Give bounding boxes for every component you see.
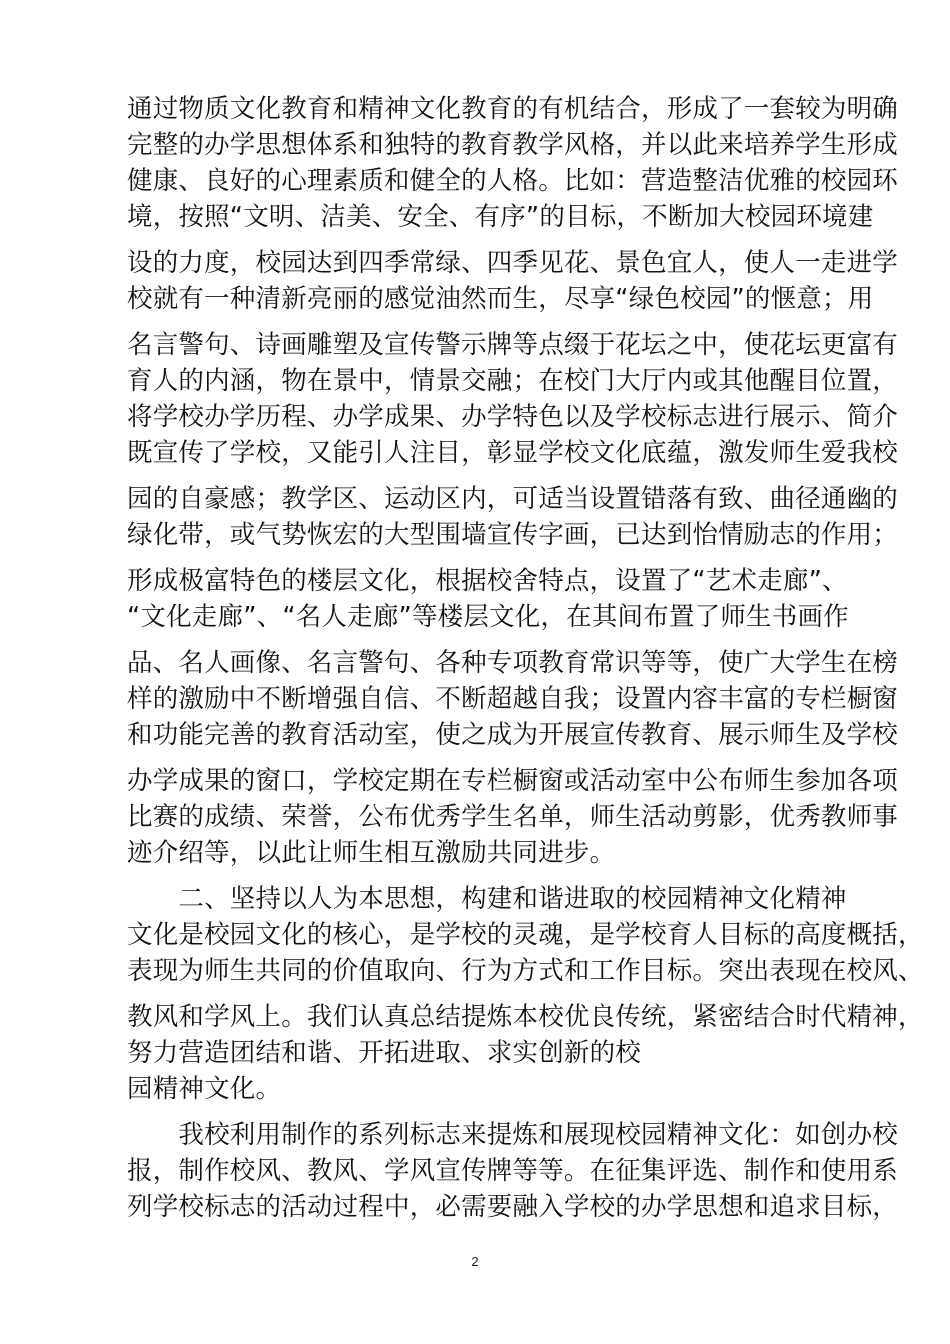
section-heading-line: 二、坚持以人为本思想，构建和谐进取的校园精神文化精神 xyxy=(127,884,847,914)
text-line: 品、名人画像、名言警句、各种专项教育常识等等，使广大学生在榜 xyxy=(127,648,899,678)
text-line: 努力营造团结和谐、开拓进取、求实创新的校 xyxy=(127,1038,642,1068)
text-line: 通过物质文化教育和精神文化教育的有机结合，形成了一套较为明确 xyxy=(127,94,899,124)
text-line: 健康、良好的心理素质和健全的人格。比如：营造整洁优雅的校园环 xyxy=(127,166,899,196)
text-line: 完整的办学思想体系和独特的教育教学风格，并以此来培养学生形成 xyxy=(127,130,899,160)
text-line: 报，制作校风、教风、学风宣传牌等等。在征集评选、制作和使用系 xyxy=(127,1156,899,1186)
text-line: 表现为师生共同的价值取向、行为方式和工作目标。突出表现在校风、 xyxy=(127,956,924,986)
text-line: 我校利用制作的系列标志来提炼和展现校园精神文化：如创办校 xyxy=(127,1120,899,1150)
text-line: 名言警句、诗画雕塑及宣传警示牌等点缀于花坛之中，使花坛更富有 xyxy=(127,330,899,360)
text-line: 和功能完善的教育活动室，使之成为开展宣传教育、展示师生及学校 xyxy=(127,720,899,750)
text-line: 迹介绍等，以此让师生相互激励共同进步。 xyxy=(127,838,616,868)
text-line: 办学成果的窗口，学校定期在专栏橱窗或活动室中公布师生参加各项 xyxy=(127,766,899,796)
text-line: 境，按照“文明、洁美、安全、有序”的目标，不断加大校园环境建 xyxy=(127,202,874,232)
text-line: 既宣传了学校，又能引人注目，彰显学校文化底蕴，激发师生爱我校 xyxy=(127,438,899,468)
text-line: 比赛的成绩、荣誉，公布优秀学生名单，师生活动剪影，优秀教师事 xyxy=(127,802,899,832)
text-line: “文化走廊”、“名人走廊”等楼层文化，在其间布置了师生书画作 xyxy=(127,602,849,632)
text-line: 将学校办学历程、办学成果、办学特色以及学校标志进行展示、简介 xyxy=(127,402,899,432)
text-line: 设的力度，校园达到四季常绿、四季见花、景色宜人，使人一走进学 xyxy=(127,248,899,278)
page-number: 2 xyxy=(471,1254,479,1269)
text-line: 文化是校园文化的核心，是学校的灵魂，是学校育人目标的高度概括， xyxy=(127,920,924,950)
text-line: 样的激励中不断增强自信、不断超越自我；设置内容丰富的专栏橱窗 xyxy=(127,684,899,714)
text-line: 教风和学风上。我们认真总结提炼本校优良传统，紧密结合时代精神， xyxy=(127,1002,924,1032)
text-line: 形成极富特色的楼层文化，根据校舍特点，设置了“艺术走廊”、 xyxy=(127,566,848,596)
text-line: 校就有一种清新亮丽的感觉油然而生，尽享“绿色校园”的惬意；用 xyxy=(127,284,874,314)
text-line: 园精神文化。 xyxy=(127,1074,282,1104)
text-line: 园的自豪感；教学区、运动区内，可适当设置错落有致、曲径通幽的 xyxy=(127,484,899,514)
text-line: 育人的内涵，物在景中，情景交融；在校门大厅内或其他醒目位置， xyxy=(127,366,899,396)
text-line: 列学校标志的活动过程中，必需要融入学校的办学思想和追求目标， xyxy=(127,1192,899,1222)
text-line: 绿化带，或气势恢宏的大型围墙宣传字画，已达到怡情励志的作用； xyxy=(127,520,899,550)
